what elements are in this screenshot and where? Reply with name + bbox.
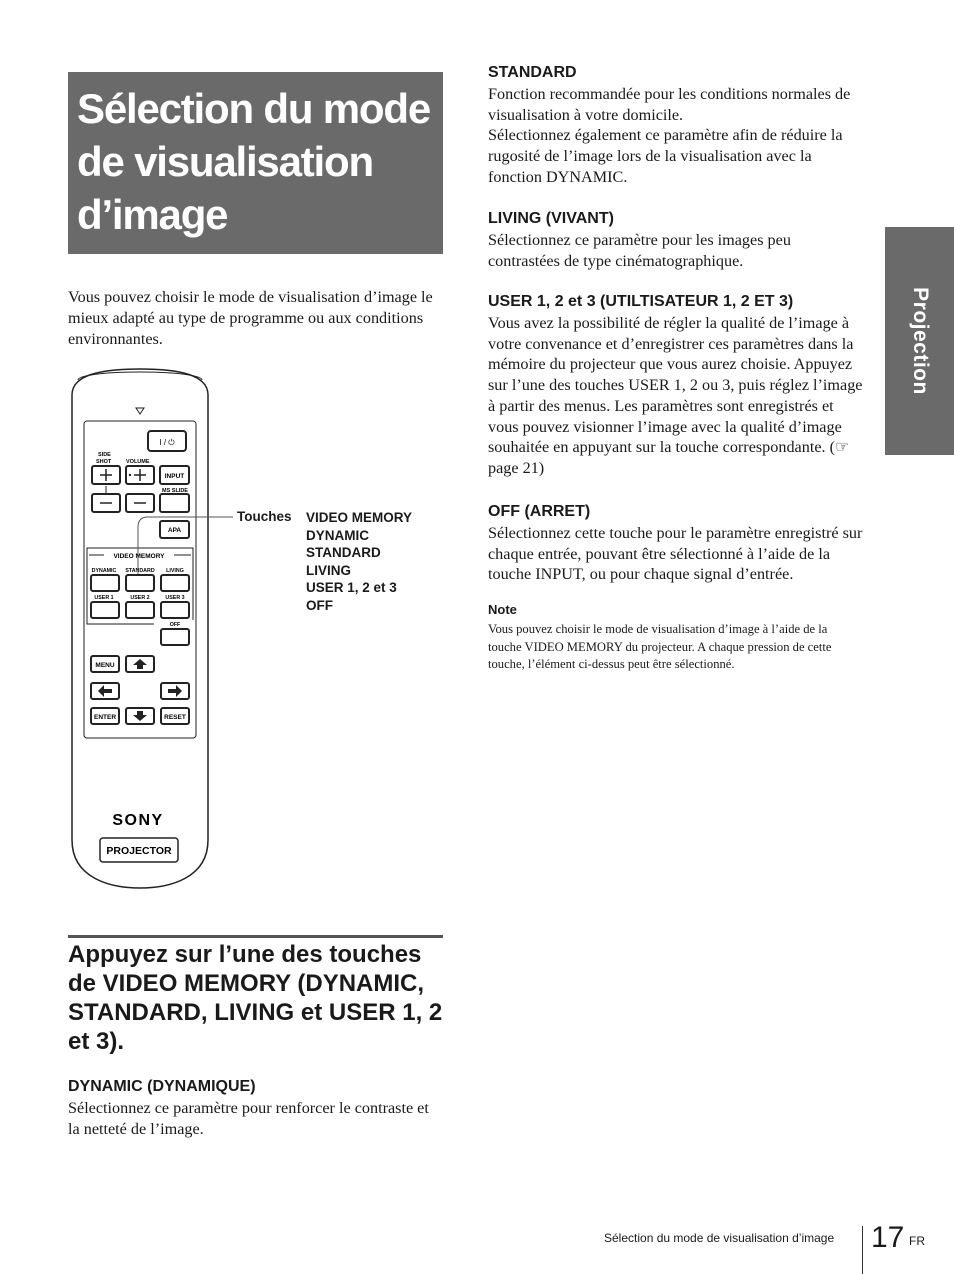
callout-item: OFF bbox=[306, 597, 333, 613]
callout-item: LIVING bbox=[306, 562, 352, 578]
note-section bbox=[488, 602, 864, 674]
side-shot-label-1: SIDE bbox=[98, 452, 111, 458]
off-heading: OFF (ARRET) bbox=[488, 503, 591, 520]
dynamic-heading: DYNAMIC (DYNAMIQUE) bbox=[68, 1078, 256, 1095]
dynamic-button bbox=[91, 575, 119, 591]
callout-label: Touches bbox=[237, 509, 292, 524]
callout-line bbox=[130, 508, 240, 578]
page-language: FR bbox=[909, 1234, 925, 1248]
down-arrow-button bbox=[126, 708, 154, 724]
title-block bbox=[68, 72, 443, 254]
callout-item: DYNAMIC bbox=[306, 527, 369, 543]
callout-item: VIDEO MEMORY bbox=[306, 510, 413, 525]
remote-control-illustration bbox=[60, 365, 240, 895]
off-label: OFF bbox=[169, 622, 181, 628]
section-divider bbox=[68, 935, 443, 938]
menu-label: MENU bbox=[95, 662, 115, 669]
standard-text-2: Sélectionnez également ce paramètre afin de réduire la rugosité de l’image lors de la visualisation avec la fonction DYNAMIC. bbox=[488, 126, 843, 186]
note-heading: Note bbox=[488, 602, 517, 617]
standard-section bbox=[488, 64, 864, 188]
input-label: INPUT bbox=[164, 473, 185, 480]
off-text: Sélectionnez cette touche pour le paramètre enregistré sur chaque entrée, pouvant être sélectionné à l’aide de la touche INPUT, ou pour chaque signal d’entrée. bbox=[488, 524, 863, 584]
footer-divider bbox=[862, 1226, 863, 1274]
intro-paragraph: Vous pouvez choisir le mode de visualisation d’image le mieux adapté au type de programme ou aux conditions environnantes. bbox=[68, 288, 433, 348]
user1-button bbox=[91, 602, 119, 618]
living-heading: LIVING (VIVANT) bbox=[488, 210, 614, 227]
ms-slide-label: MS SLIDE bbox=[162, 488, 188, 494]
page-number: 17 bbox=[871, 1221, 905, 1254]
dynamic-section bbox=[68, 1078, 444, 1139]
callout-item: STANDARD bbox=[306, 545, 381, 561]
enter-label: ENTER bbox=[93, 714, 117, 721]
reset-label: RESET bbox=[164, 714, 186, 721]
side-shot-minus-button bbox=[92, 494, 120, 512]
user3-label: USER 3 bbox=[165, 595, 185, 601]
off-button bbox=[161, 629, 189, 645]
side-shot-label-2: SHOT bbox=[96, 459, 112, 465]
standard-heading: STANDARD bbox=[488, 64, 577, 81]
user1-label: USER 1 bbox=[94, 595, 114, 601]
dynamic-text: Sélectionnez ce paramètre pour renforcer le contraste et la netteté de l’image. bbox=[68, 1099, 429, 1138]
section-tab-label: Projection bbox=[908, 287, 932, 395]
step-heading: Appuyez sur l’une des touches de VIDEO MEMORY (DYNAMIC, STANDARD, LIVING et USER 1, 2 et 3). bbox=[68, 941, 443, 1055]
living-section bbox=[488, 210, 864, 271]
volume-label: VOLUME bbox=[126, 459, 150, 465]
living-label: LIVING bbox=[166, 568, 184, 574]
user-text: Vous avez la possibilité de régler la qualité de l’image à votre convenance et d’enregistrer ces paramètres dans la mémoire du projecteur que vous aurez choisie. Appuyez sur l’une des touches USER 1, 2 ou 3, puis réglez l’image à partir des menus. Les paramètres sont enregistrés et vous pouvez visionner l’image avec la qualité d’image souhaitée en appuyant sur la touche correspondante. (☞ page 21) bbox=[488, 314, 863, 477]
projector-label: PROJECTOR bbox=[106, 845, 172, 857]
user2-button bbox=[126, 602, 154, 618]
callout-list bbox=[306, 509, 412, 615]
living-text: Sélectionnez ce paramètre pour les images peu contrastées de type cinématographique. bbox=[488, 231, 791, 270]
left-arrow-button bbox=[91, 683, 119, 699]
section-tab bbox=[885, 227, 954, 455]
off-section bbox=[488, 503, 864, 585]
dynamic-label: DYNAMIC bbox=[91, 568, 117, 574]
user-section bbox=[488, 293, 864, 479]
right-arrow-button bbox=[161, 683, 189, 699]
sony-logo: SONY bbox=[112, 812, 164, 829]
standard-label: STANDARD bbox=[125, 568, 155, 574]
page-title: Sélection du mode de visualisation d’image bbox=[77, 85, 430, 238]
footer-section-title: Sélection du mode de visualisation d’image bbox=[604, 1231, 835, 1245]
user2-label: USER 2 bbox=[130, 595, 150, 601]
apa-label: APA bbox=[167, 527, 182, 534]
power-label: I / ⏻ bbox=[159, 438, 175, 447]
volume-plus-button bbox=[126, 466, 154, 484]
standard-text-1: Fonction recommandée pour les conditions normales de visualisation à votre domicile. bbox=[488, 85, 851, 124]
up-arrow-button bbox=[126, 656, 154, 672]
side-shot-plus-button bbox=[92, 466, 120, 484]
note-text: Vous pouvez choisir le mode de visualisation d’image à l’aide de la touche VIDEO MEMORY du projecteur. A chaque pression de cette touche, l’élément ci-dessus peut être sélectionné. bbox=[488, 622, 832, 671]
user-heading: USER 1, 2 et 3 (UTILTISATEUR 1, 2 ET 3) bbox=[488, 293, 794, 310]
video-memory-label: VIDEO MEMORY bbox=[113, 553, 165, 560]
callout-item: USER 1, 2 et 3 bbox=[306, 580, 397, 596]
user3-button bbox=[161, 602, 189, 618]
